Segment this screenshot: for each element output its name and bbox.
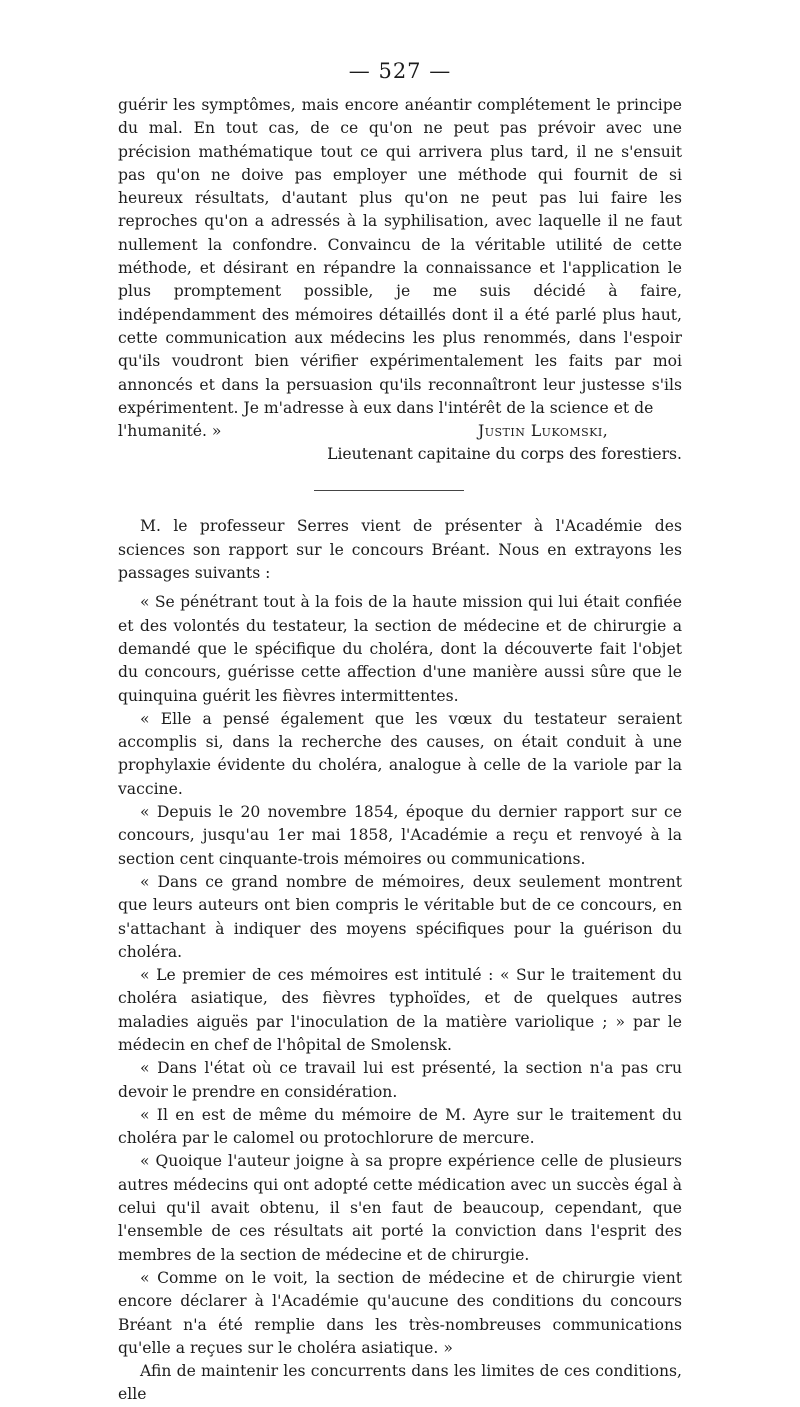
paragraph: « Dans l'état où ce travail lui est présenté, la section n'a pas cru devoir le prendre en considération. [118, 1059, 682, 1101]
page-number: — 527 — [348, 59, 452, 83]
paragraph: « Comme on le voit, la section de médecine et de chirurgie vient encore déclarer à l'Académie qu'aucune des conditions du concours Bréant n'a été remplie dans les très-nombreuses communications qu'elle a reçues sur le choléra asiatique. » [118, 1268, 682, 1357]
top-paragraph: guérir les symptômes, mais encore anéantir complétement le principe du mal. En tout cas, de ce qu'on ne peut pas prévoir avec une précision mathématique tout ce qui arrivera plus tard, il ne s'ensuit pas qu'on ne doive pas employer une méthode qui fournit de si heureux résultats, d'autant plus qu'on ne peut pas lui faire les reproches qu'on a adressés à la syphilisation, avec laquelle il ne faut nullement la confondre. Convaincu de la véritable utilité de cette méthode, et désirant en répandre la connaissance et l'application le plus promptement possible, je me suis décidé à faire, indépendamment des mémoires détaillés dont il a été parlé plus haut, cette communication aux médecins les plus renommés, dans l'espoir qu'ils voudront bien vérifier expérimentalement les faits par moi annoncés et dans la persuasion qu'ils reconnaîtront leur justesse s'ils expérimentent. Je m'adresse à eux dans l'intérêt de la science et de [118, 96, 682, 417]
paragraph: « Le premier de ces mémoires est intitulé : « Sur le traitement du choléra asiatique, des fièvres typhoïdes, et de quelques autres maladies aiguës par l'inoculation de la matière variolique ; » par le médecin en chef de l'hôpital de Smolensk. [118, 966, 682, 1054]
paragraph: « Il en est de même du mémoire de M. Ayre sur le traitement du choléra par le calomel ou protochlorure de mercure. [118, 1105, 682, 1148]
document-page [118, 58, 682, 1407]
paragraph: « Dans ce grand nombre de mémoires, deux seulement montrent que leurs auteurs ont bien compris le véritable but de ce concours, en s'attachant à indiquer des moyens spécifiques pour la guérison du choléra. [118, 872, 682, 961]
paragraph: M. le professeur Serres vient de présenter à l'Académie des sciences son rapport sur le concours Bréant. Nous en extrayons les passages suivants : [118, 517, 682, 583]
paragraph: « Depuis le 20 novembre 1854, époque du dernier rapport sur ce concours, jusqu'au 1er mai 1858, l'Académie a reçu et renvoyé à la section cent cinquante-trois mémoires ou communications. [118, 803, 682, 868]
paragraph: « Se pénétrant tout à la fois de la haute mission qui lui était confiée et des volontés du testateur, la section de médecine et de chirurgie a demandé que le spécifique du choléra, dont la découverte fait l'objet du concours, guérisse cette affection d'une manière aussi sûre que le quinquina guérit les fièvres intermittentes. [118, 593, 682, 705]
signature-line [118, 420, 682, 443]
article-body [118, 515, 682, 1406]
paragraph: « Elle a pensé également que les vœux du testateur seraient accomplis si, dans la recherche des causes, on était conduit à une prophylaxie évidente du choléra, analogue à celle de la variole par la vaccine. [118, 709, 682, 798]
closing-text: l'humanité. » [118, 422, 222, 441]
signature-title: Lieutenant capitaine du corps des forestiers. [327, 445, 682, 464]
signature-name: Justin Lukomski, [478, 422, 609, 441]
section-divider [314, 490, 464, 491]
paragraph: Afin de maintenir les concurrents dans les limites de ces conditions, elle [118, 1362, 682, 1404]
paragraph: « Quoique l'auteur joigne à sa propre expérience celle de plusieurs autres médecins qui ont adopté cette médication avec un succès égal à celui qu'il avait obtenu, il s'en faut de beaucoup, cependant, que l'ensemble de ces résultats ait porté la conviction dans l'esprit des membres de la section de médecine et de chirurgie. [118, 1152, 682, 1264]
